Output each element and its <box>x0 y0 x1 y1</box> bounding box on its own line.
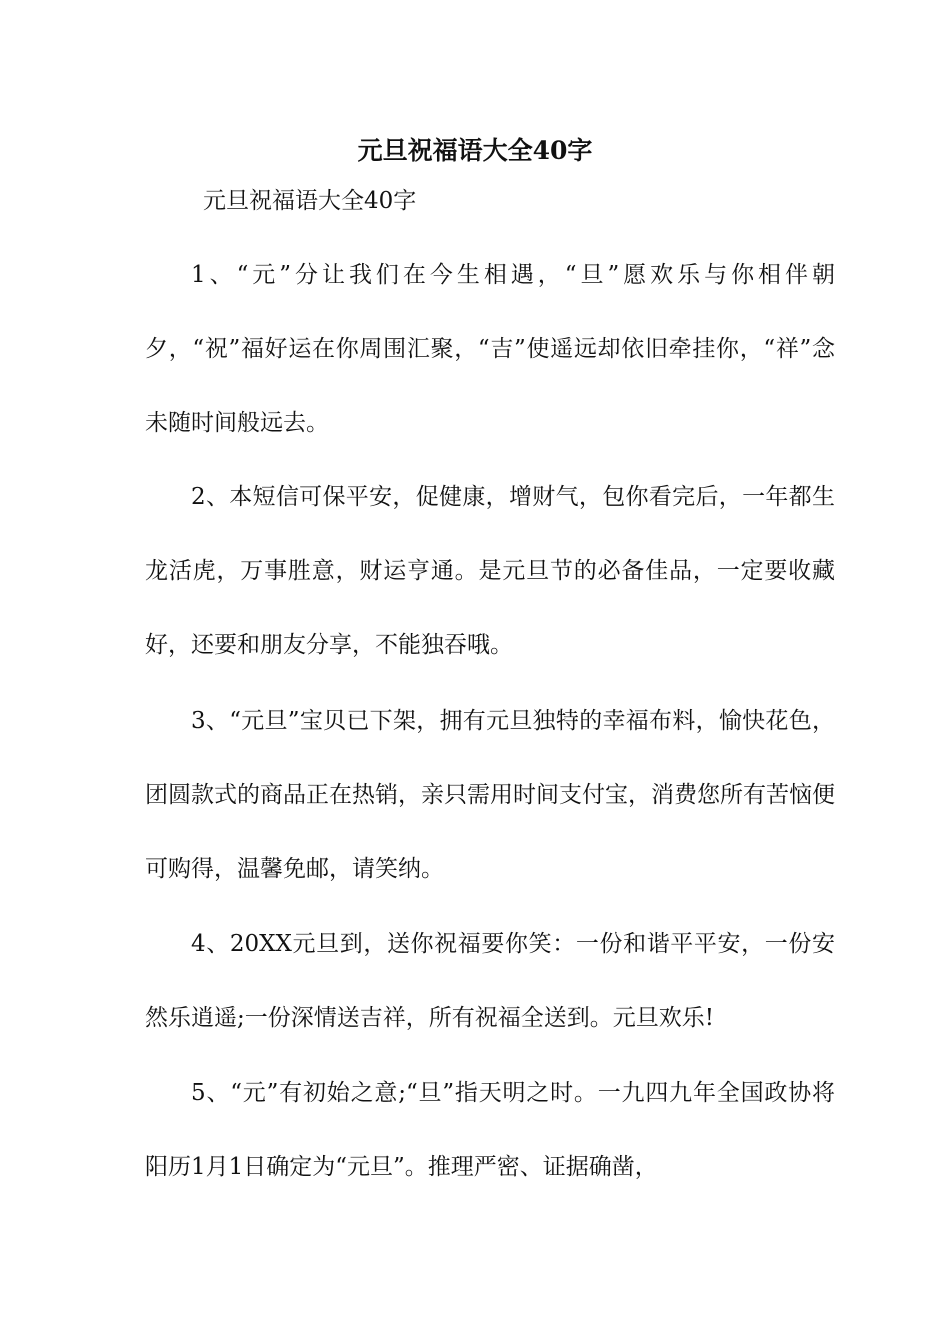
paragraph-5: 5、“元”有初始之意;“旦”指天明之时。一九四九年全国政协将阳历1月1日确定为“元旦”。推理严密、证据确凿， <box>145 1080 835 1180</box>
paragraph-3: 3、“元旦”宝贝已下架，拥有元旦独特的幸福布料，愉快花色，团圆款式的商品正在热销，亲只需用时间支付宝，消费您所有苦恼便可购得，温馨免邮，请笑纳。 <box>145 708 835 882</box>
document-subtitle: 元旦祝福语大全40字 <box>203 188 417 214</box>
paragraph-1: 1、“元”分让我们在今生相遇，“旦”愿欢乐与你相伴朝夕，“祝”福好运在你周围汇聚，“吉”使遥远却依旧牵挂你，“祥”念未随时间般远去。 <box>145 262 835 436</box>
paragraph-4: 4、20XX元旦到，送你祝福要你笑：一份和谐平平安，一份安然乐逍遥;一份深情送吉祥，所有祝福全送到。元旦欢乐! <box>145 931 835 1031</box>
paragraph-2: 2、本短信可保平安，促健康，增财气，包你看完后，一年都生龙活虎，万事胜意，财运亨通。是元旦节的必备佳品，一定要收藏好，还要和朋友分享，不能独吞哦。 <box>145 484 835 658</box>
document-title: 元旦祝福语大全40字 <box>357 136 593 165</box>
